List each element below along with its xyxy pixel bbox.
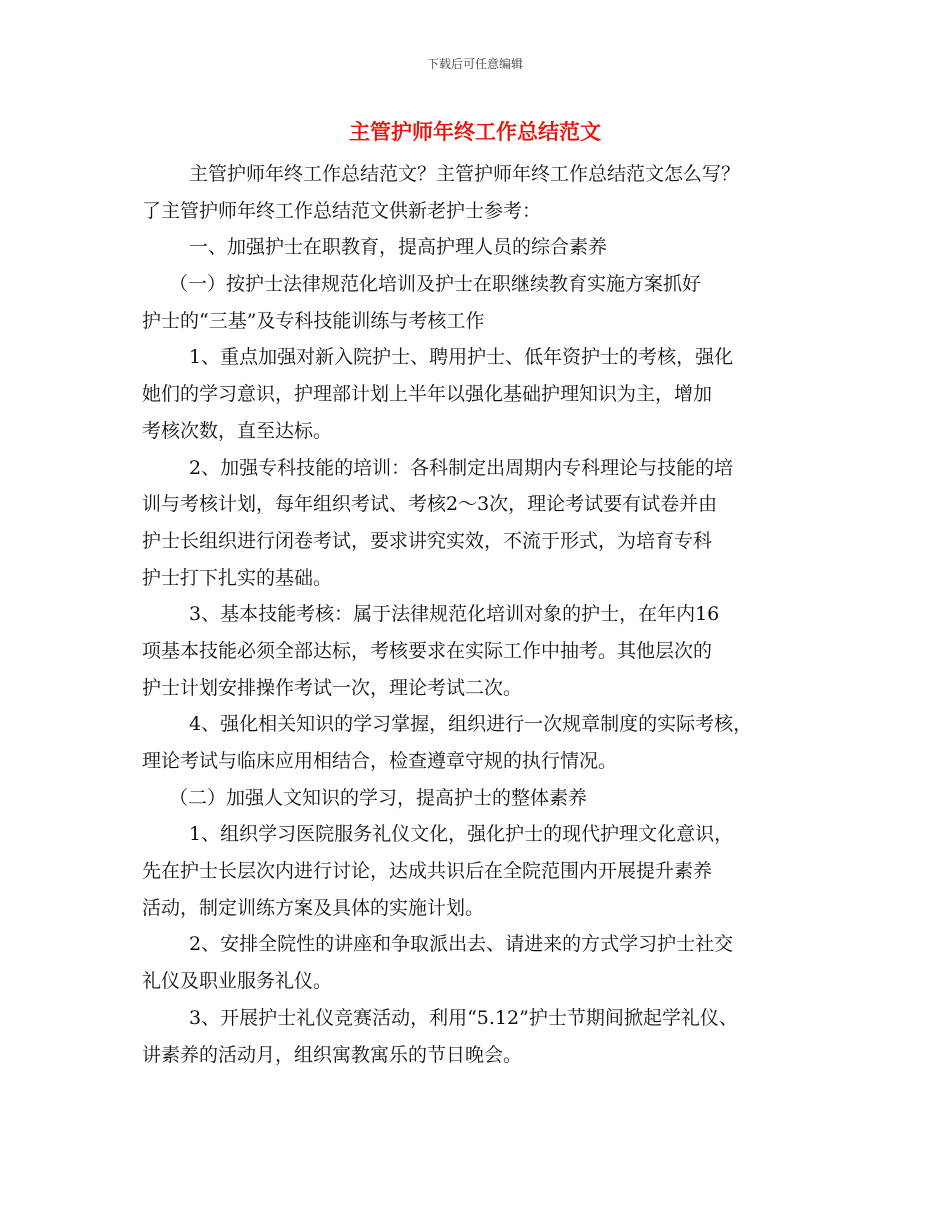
body-line: 考核次数，直至达标。 [142, 419, 333, 442]
body-line: 2、加强专科技能的培训：各科制定出周期内专科理论与技能的培 [189, 456, 734, 479]
section-heading: 一、加强护士在职教育，提高护理人员的综合素养 [189, 236, 608, 259]
body-line: 了主管护师年终工作总结范文供新老护士参考： [142, 199, 542, 222]
body-line: 讲素养的活动月，组织寓教寓乐的节日晚会。 [142, 1043, 523, 1066]
body-line: 3、基本技能考核：属于法律规范化培训对象的护士，在年内16 [189, 603, 720, 626]
body-line: 1、重点加强对新入院护士、聘用护士、低年资护士的考核，强化 [189, 346, 734, 369]
body-line: 礼仪及职业服务礼仪。 [142, 970, 333, 993]
body-line: 护士的“三基”及专科技能训练与考核工作 [142, 309, 485, 332]
document-body [142, 156, 817, 1073]
body-line: 理论考试与临床应用相结合，检查遵章守规的执行情况。 [142, 750, 618, 772]
body-line: 训与考核计划，每年组织考试、考核2～3次，理论考试要有试卷并由 [142, 493, 718, 516]
subsection-heading: （一）按护士法律规范化培训及护士在职继续教育实施方案抓好 [169, 273, 702, 296]
document-title: 主管护师年终工作总结范文 [349, 119, 601, 144]
body-line: 1、组织学习医院服务礼仪文化，强化护士的现代护理文化意识， [189, 823, 734, 846]
body-line: 护士打下扎实的基础。 [142, 566, 333, 589]
body-line: 项基本技能必须全部达标，考核要求在实际工作中抽考。其他层次的 [142, 639, 713, 662]
body-line: 护士长组织进行闭卷考试，要求讲究实效，不流于形式，为培育专科 [142, 529, 713, 552]
body-line: 2、安排全院性的讲座和争取派出去、请进来的方式学习护士社交 [189, 933, 734, 956]
subsection-heading: （二）加强人文知识的学习，提高护士的整体素养 [169, 786, 588, 809]
body-line: 先在护士长层次内进行讨论，达成共识后在全院范围内开展提升素养 [142, 860, 713, 883]
body-line: 活动，制定训练方案及具体的实施计划。 [142, 896, 485, 919]
page-header-note: 下载后可任意编辑 [426, 57, 523, 71]
body-line: 4、强化相关知识的学习掌握，组织进行一次规章制度的实际考核， [189, 713, 753, 736]
body-line: 她们的学习意识，护理部计划上半年以强化基础护理知识为主，增加 [142, 383, 713, 406]
body-line: 3、开展护士礼仪竞赛活动，利用“5.12”护士节期间掀起学礼仪、 [189, 1006, 738, 1029]
body-line: 护士计划安排操作考试一次，理论考试二次。 [142, 676, 523, 699]
body-line: 主管护师年终工作总结范文？主管护师年终工作总结范文怎么写？ [189, 163, 741, 185]
